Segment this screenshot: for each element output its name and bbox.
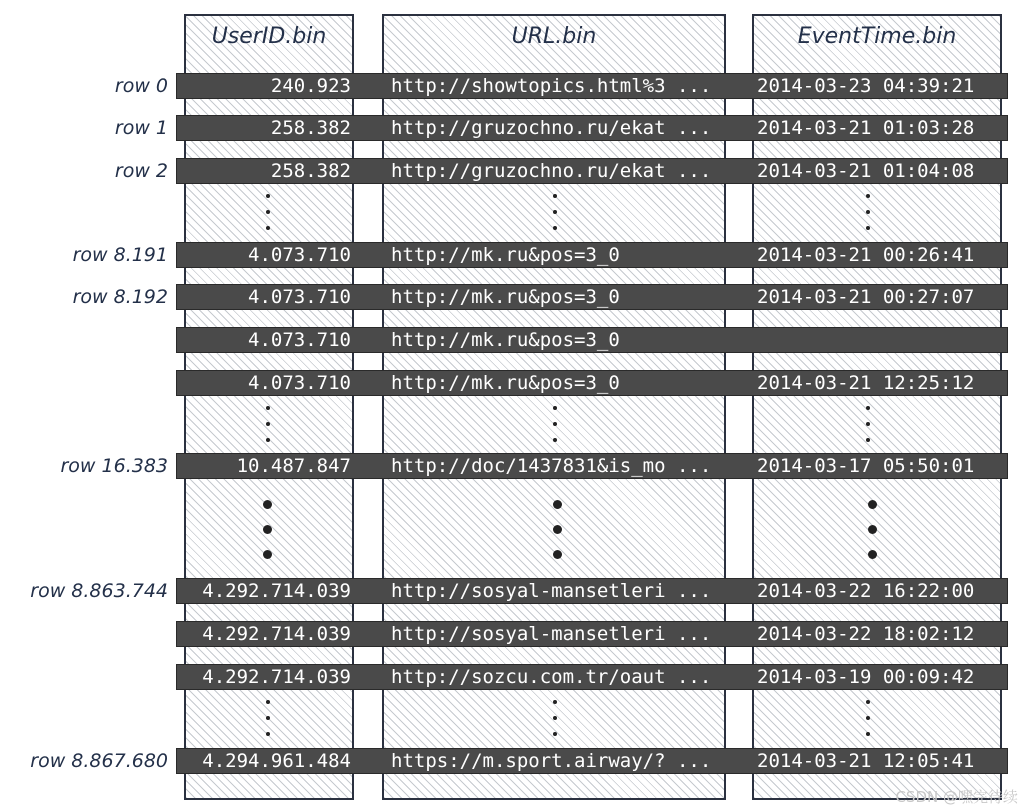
dot <box>866 194 870 198</box>
row-label: row 16.383 <box>60 455 168 477</box>
url-cell: http://sosyal-mansetleri ... <box>391 580 712 602</box>
url-cell: http://mk.ru&pos=3_0 <box>391 244 620 266</box>
eventtime-cell: 2014-03-21 01:04:08 <box>757 160 975 182</box>
userid-cell: 4.073.710 <box>248 286 351 308</box>
dot <box>553 550 562 559</box>
table-row <box>176 284 1008 310</box>
eventtime-cell: 2014-03-21 00:27:07 <box>757 286 975 308</box>
dot <box>553 700 557 704</box>
userid-cell: 4.292.714.039 <box>202 623 351 645</box>
row-label: row 8.191 <box>72 244 168 266</box>
url-cell: https://m.sport.airway/? ... <box>391 750 712 772</box>
dot <box>553 226 557 230</box>
dot <box>866 732 870 736</box>
dot <box>263 500 272 509</box>
dot <box>553 422 557 426</box>
userid-cell: 4.292.714.039 <box>202 580 351 602</box>
table-row <box>176 242 1008 268</box>
dot <box>553 525 562 534</box>
table-row <box>176 73 1008 99</box>
url-cell: http://mk.ru&pos=3_0 <box>391 372 620 394</box>
dot <box>553 732 557 736</box>
eventtime-cell: 2014-03-21 00:26:41 <box>757 244 975 266</box>
dot <box>266 194 270 198</box>
table-row <box>176 453 1008 479</box>
url-cell: http://showtopics.html%3 ... <box>391 75 712 97</box>
dot <box>868 525 877 534</box>
url-cell: http://mk.ru&pos=3_0 <box>391 286 620 308</box>
dot <box>553 406 557 410</box>
column-header-url: URL.bin <box>511 24 597 49</box>
url-cell: http://gruzochno.ru/ekat ... <box>391 117 712 139</box>
eventtime-cell: 2014-03-22 18:02:12 <box>757 623 975 645</box>
row-label: row 8.192 <box>72 286 168 308</box>
table-row <box>176 578 1008 604</box>
dot <box>263 525 272 534</box>
dot <box>866 226 870 230</box>
userid-cell: 4.073.710 <box>248 244 351 266</box>
dot <box>866 422 870 426</box>
dot <box>266 732 270 736</box>
dot <box>266 438 270 442</box>
dot <box>263 550 272 559</box>
userid-cell: 4.292.714.039 <box>202 666 351 688</box>
table-row <box>176 158 1008 184</box>
column-header-eventtime: EventTime.bin <box>797 24 957 49</box>
dot <box>866 716 870 720</box>
eventtime-cell: 2014-03-21 12:05:41 <box>757 750 975 772</box>
watermark: CSDN @嘿完待续 <box>895 788 1018 806</box>
dot <box>266 422 270 426</box>
table-row <box>176 370 1008 396</box>
dot <box>553 210 557 214</box>
table-row <box>176 327 1008 353</box>
userid-cell: 4.073.710 <box>248 329 351 351</box>
dot <box>866 210 870 214</box>
table-row <box>176 664 1008 690</box>
dot <box>553 716 557 720</box>
row-label: row 0 <box>114 75 168 97</box>
dot <box>266 210 270 214</box>
url-cell: http://sosyal-mansetleri ... <box>391 623 712 645</box>
dot <box>866 406 870 410</box>
row-label: row 2 <box>114 160 168 182</box>
url-cell: http://sozcu.com.tr/oaut ... <box>391 666 712 688</box>
url-cell: http://gruzochno.ru/ekat ... <box>391 160 712 182</box>
table-row <box>176 748 1008 774</box>
eventtime-cell: 2014-03-19 00:09:42 <box>757 666 975 688</box>
row-label: row 8.863.744 <box>30 580 168 602</box>
dot <box>868 500 877 509</box>
dot <box>266 716 270 720</box>
userid-cell: 4.294.961.484 <box>202 750 351 772</box>
column-header-userid: UserID.bin <box>211 24 327 49</box>
userid-cell: 10.487.847 <box>236 455 351 477</box>
url-cell: http://doc/1437831&is_mo ... <box>391 455 712 477</box>
userid-cell: 258.382 <box>270 160 351 182</box>
dot <box>553 500 562 509</box>
eventtime-cell: 2014-03-23 04:39:21 <box>757 75 975 97</box>
userid-cell: 240.923 <box>270 75 351 97</box>
userid-cell: 4.073.710 <box>248 372 351 394</box>
eventtime-cell: 2014-03-21 12:25:12 <box>757 372 975 394</box>
dot <box>266 226 270 230</box>
row-label: row 8.867.680 <box>30 750 168 772</box>
dot <box>553 438 557 442</box>
eventtime-cell: 2014-03-22 16:22:00 <box>757 580 975 602</box>
eventtime-cell: 2014-03-21 01:03:28 <box>757 117 975 139</box>
url-cell: http://mk.ru&pos=3_0 <box>391 329 620 351</box>
dot <box>866 438 870 442</box>
row-label: row 1 <box>114 117 168 139</box>
userid-cell: 258.382 <box>270 117 351 139</box>
eventtime-cell: 2014-03-17 05:50:01 <box>757 455 975 477</box>
dot <box>553 194 557 198</box>
table-row <box>176 115 1008 141</box>
dot <box>868 550 877 559</box>
dot <box>266 700 270 704</box>
table-row <box>176 621 1008 647</box>
dot <box>866 700 870 704</box>
dot <box>266 406 270 410</box>
